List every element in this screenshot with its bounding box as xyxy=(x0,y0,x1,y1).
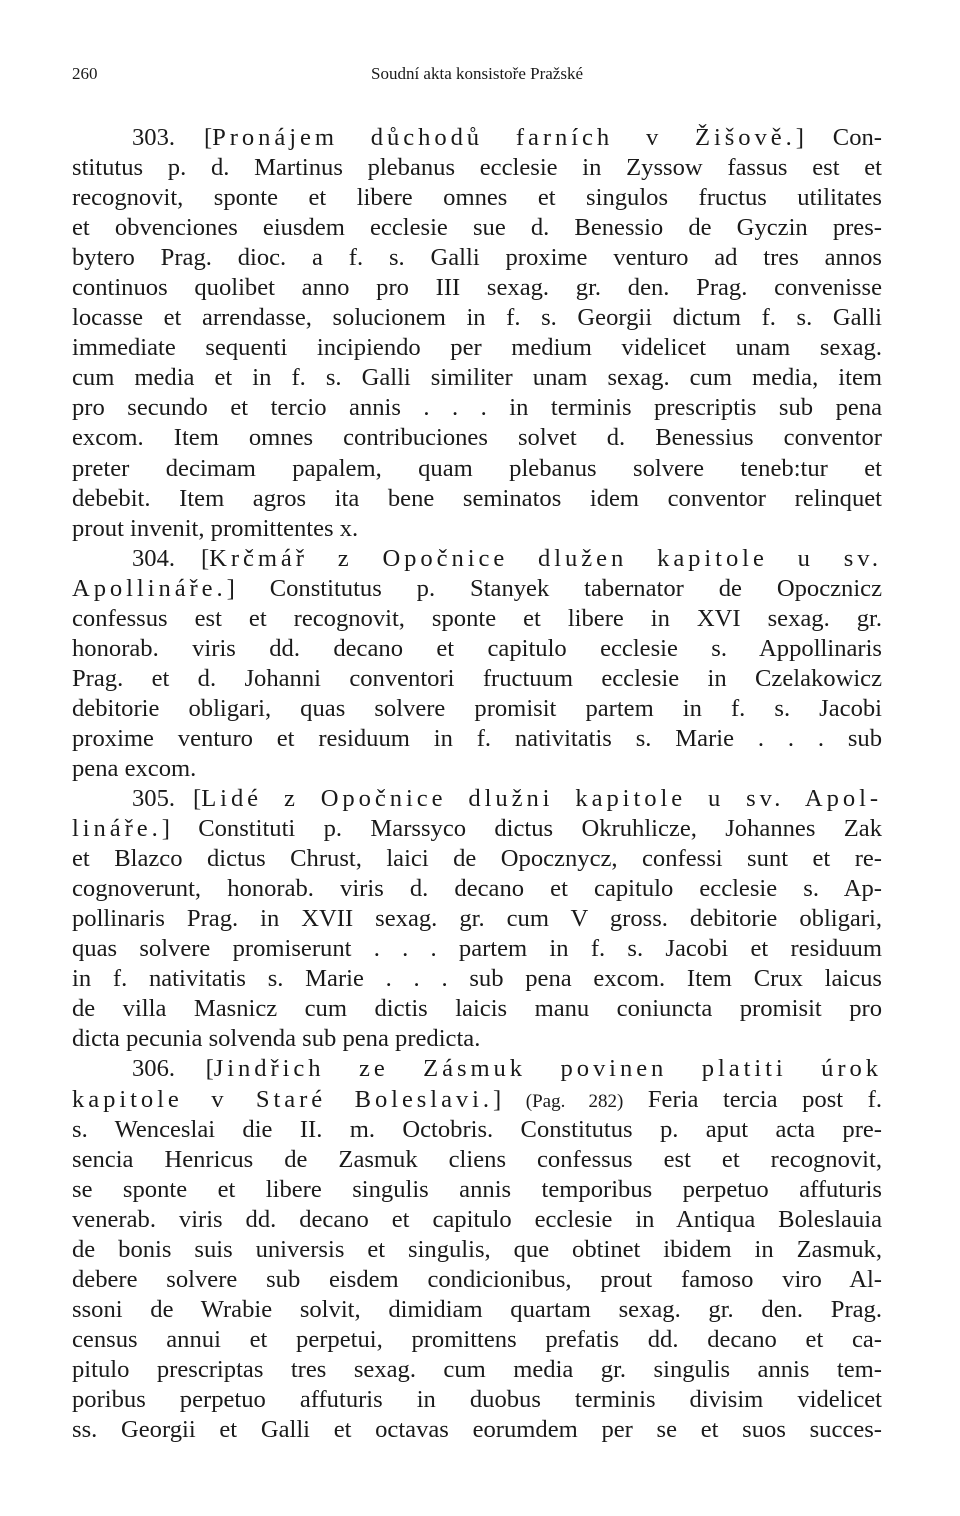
document-body xyxy=(72,123,882,1483)
text-line xyxy=(72,574,882,604)
text-line xyxy=(72,303,882,333)
text-segment: cognoverunt, honorab. viris d. decano et capitulo ecclesie s. Ap- xyxy=(72,875,882,903)
text-line xyxy=(72,423,882,453)
page-reference: (Pag. 282) xyxy=(525,1090,624,1112)
text-segment: ssoni de Wrabie solvit, dimidiam quartam sexag. gr. den. Prag. xyxy=(72,1295,882,1323)
text-line xyxy=(72,724,882,754)
spaced-heading: Lidé z Opočnice dlužni kapitole u sv. Apol- xyxy=(201,785,882,813)
text-segment: pena excom. xyxy=(72,754,197,782)
text-line xyxy=(72,964,882,994)
text-line xyxy=(72,243,882,273)
text-line xyxy=(72,484,882,514)
text-segment: bytero Prag. dioc. a f. s. Galli proxime venturo ad tres annos xyxy=(72,244,882,272)
page-header xyxy=(72,64,882,86)
text-segment: 306. [ xyxy=(132,1055,214,1083)
text-segment: quas solvere promiserunt . . . partem in f. s. Jacobi et residuum xyxy=(72,935,882,963)
text-segment: cum media et in f. s. Galli similiter unam sexag. cum media, item xyxy=(72,364,882,392)
text-segment: immediate sequenti incipiendo per medium videlicet unam sexag. xyxy=(72,334,882,362)
text-segment: venerab. viris dd. decano et capitulo ecclesie in Antiqua Boleslauia xyxy=(72,1205,882,1233)
text-line xyxy=(72,934,882,964)
text-line xyxy=(72,874,882,904)
text-line xyxy=(72,363,882,393)
spaced-heading: lináře. xyxy=(72,815,162,843)
text-line xyxy=(72,1385,882,1415)
text-segment: et Blazco dictus Chrust, laici de Opocznycz, confessi sunt et re- xyxy=(72,845,882,873)
text-line xyxy=(72,273,882,303)
text-segment: et obvenciones eiusdem ecclesie sue d. Benessio de Gyczin pres- xyxy=(72,214,882,242)
text-line xyxy=(72,1115,882,1145)
text-line xyxy=(72,664,882,694)
text-line xyxy=(72,784,882,814)
text-line xyxy=(72,1054,882,1084)
text-line xyxy=(72,123,882,153)
text-segment: Feria tercia post f. xyxy=(623,1085,882,1113)
text-segment: in f. nativitatis s. Marie . . . sub pena excom. Item Crux laicus xyxy=(72,965,882,993)
text-line xyxy=(72,814,882,844)
text-segment: locasse et arrendasse, solucionem in f. s. Georgii dictum f. s. Galli xyxy=(72,304,882,332)
text-segment: prout invenit, promittentes x. xyxy=(72,514,359,542)
text-line xyxy=(72,1145,882,1175)
spaced-heading: kapitole v Staré Boleslavi. xyxy=(72,1085,494,1113)
text-segment: recognovit, sponte et libere omnes et singulos fructus utilitates xyxy=(72,184,882,212)
text-line xyxy=(72,1355,882,1385)
text-segment: continuos quolibet anno pro III sexag. gr. den. Prag. convenisse xyxy=(72,274,882,302)
text-line xyxy=(72,183,882,213)
text-segment: 304. [ xyxy=(132,544,210,572)
text-segment: Prag. et d. Johanni conventori fructuum ecclesie in Czelakowicz xyxy=(72,664,882,692)
text-line xyxy=(72,393,882,423)
text-segment: honorab. viris dd. decano et capitulo ecclesie s. Appollinaris xyxy=(72,634,882,662)
text-line xyxy=(72,153,882,183)
text-line xyxy=(72,1295,882,1325)
text-segment: ] Constitutus p. Stanyek tabernator de Opocznicz xyxy=(226,574,882,602)
text-line xyxy=(72,1235,882,1265)
text-segment: poribus perpetuo affuturis in duobus terminis divisim videlicet xyxy=(72,1385,882,1413)
text-segment: s. Wenceslai die II. m. Octobris. Constitutus p. aput acta pre- xyxy=(72,1115,882,1143)
text-line xyxy=(72,514,882,544)
text-segment: debere solvere sub eisdem condicionibus, prout famoso viro Al- xyxy=(72,1265,882,1293)
text-line xyxy=(72,904,882,934)
text-segment: 303. [ xyxy=(132,124,213,151)
text-line xyxy=(72,454,882,484)
text-segment: excom. Item omnes contribuciones solvet d. Benessius conventor xyxy=(72,424,882,452)
spaced-heading: Pronájem důchodů farních v Žišově. xyxy=(212,124,796,151)
text-segment: proxime venturo et residuum in f. nativitatis s. Marie . . . sub xyxy=(72,724,882,752)
text-segment: confessus est et recognovit, sponte et libere in XVI sexag. gr. xyxy=(72,604,882,632)
text-line xyxy=(72,694,882,724)
text-segment: de villa Masnicz cum dictis laicis manu coniuncta promisit pro xyxy=(72,995,882,1023)
running-title: Soudní akta konsistoře Pražské xyxy=(371,64,583,83)
text-segment: ] Con- xyxy=(795,124,882,151)
text-segment: pollinaris Prag. in XVII sexag. gr. cum V gross. debitorie obligari, xyxy=(72,905,882,933)
text-line xyxy=(72,213,882,243)
text-line xyxy=(72,1175,882,1205)
text-segment: se sponte et libere singulis annis temporibus perpetuo affuturis xyxy=(72,1175,882,1203)
text-line xyxy=(72,1024,882,1054)
text-line xyxy=(72,634,882,664)
text-line xyxy=(72,844,882,874)
text-segment: ] xyxy=(493,1085,526,1113)
page-number: 260 xyxy=(72,64,98,83)
text-segment: dicta pecunia solvenda sub pena predicta. xyxy=(72,1025,481,1053)
text-segment: preter decimam papalem, quam plebanus solvere teneb:tur et xyxy=(72,454,882,482)
text-segment: pro secundo et tercio annis . . . in terminis prescriptis sub pena xyxy=(72,394,882,422)
text-line xyxy=(72,754,882,784)
text-line xyxy=(72,1325,882,1355)
text-segment: debitorie obligari, quas solvere promisit partem in f. s. Jacobi xyxy=(72,694,882,722)
spaced-heading: Krčmář z Opočnice dlužen kapitole u sv. xyxy=(209,544,882,572)
text-segment: ] Constituti p. Marssyco dictus Okruhlicze, Johannes Zak xyxy=(161,815,882,843)
text-segment: 305. [ xyxy=(132,785,202,813)
spaced-heading: Apollináře. xyxy=(72,574,227,602)
text-line xyxy=(72,333,882,363)
text-line xyxy=(72,1265,882,1295)
text-line xyxy=(72,1415,882,1445)
spaced-heading: Jindřich ze Zásmuk povinen platiti úrok xyxy=(213,1055,882,1083)
text-segment: pitulo prescriptas tres sexag. cum media gr. singulis annis tem- xyxy=(72,1355,882,1383)
text-line xyxy=(72,994,882,1024)
text-line xyxy=(72,544,882,574)
text-line xyxy=(72,604,882,634)
text-segment: sencia Henricus de Zasmuk cliens confessus est et recognovit, xyxy=(72,1145,882,1173)
text-line xyxy=(72,1205,882,1235)
text-segment: census annui et perpetui, promittens prefatis dd. decano et ca- xyxy=(72,1325,882,1353)
text-segment: de bonis suis universis et singulis, que obtinet ibidem in Zasmuk, xyxy=(72,1235,882,1263)
text-segment: stitutus p. d. Martinus plebanus ecclesie in Zyssow fassus est et xyxy=(72,154,882,182)
text-segment: ss. Georgii et Galli et octavas eorumdem per se et suos succes- xyxy=(72,1416,882,1444)
text-segment: debebit. Item agros ita bene seminatos idem conventor relinquet xyxy=(72,484,882,512)
text-line xyxy=(72,1085,882,1115)
